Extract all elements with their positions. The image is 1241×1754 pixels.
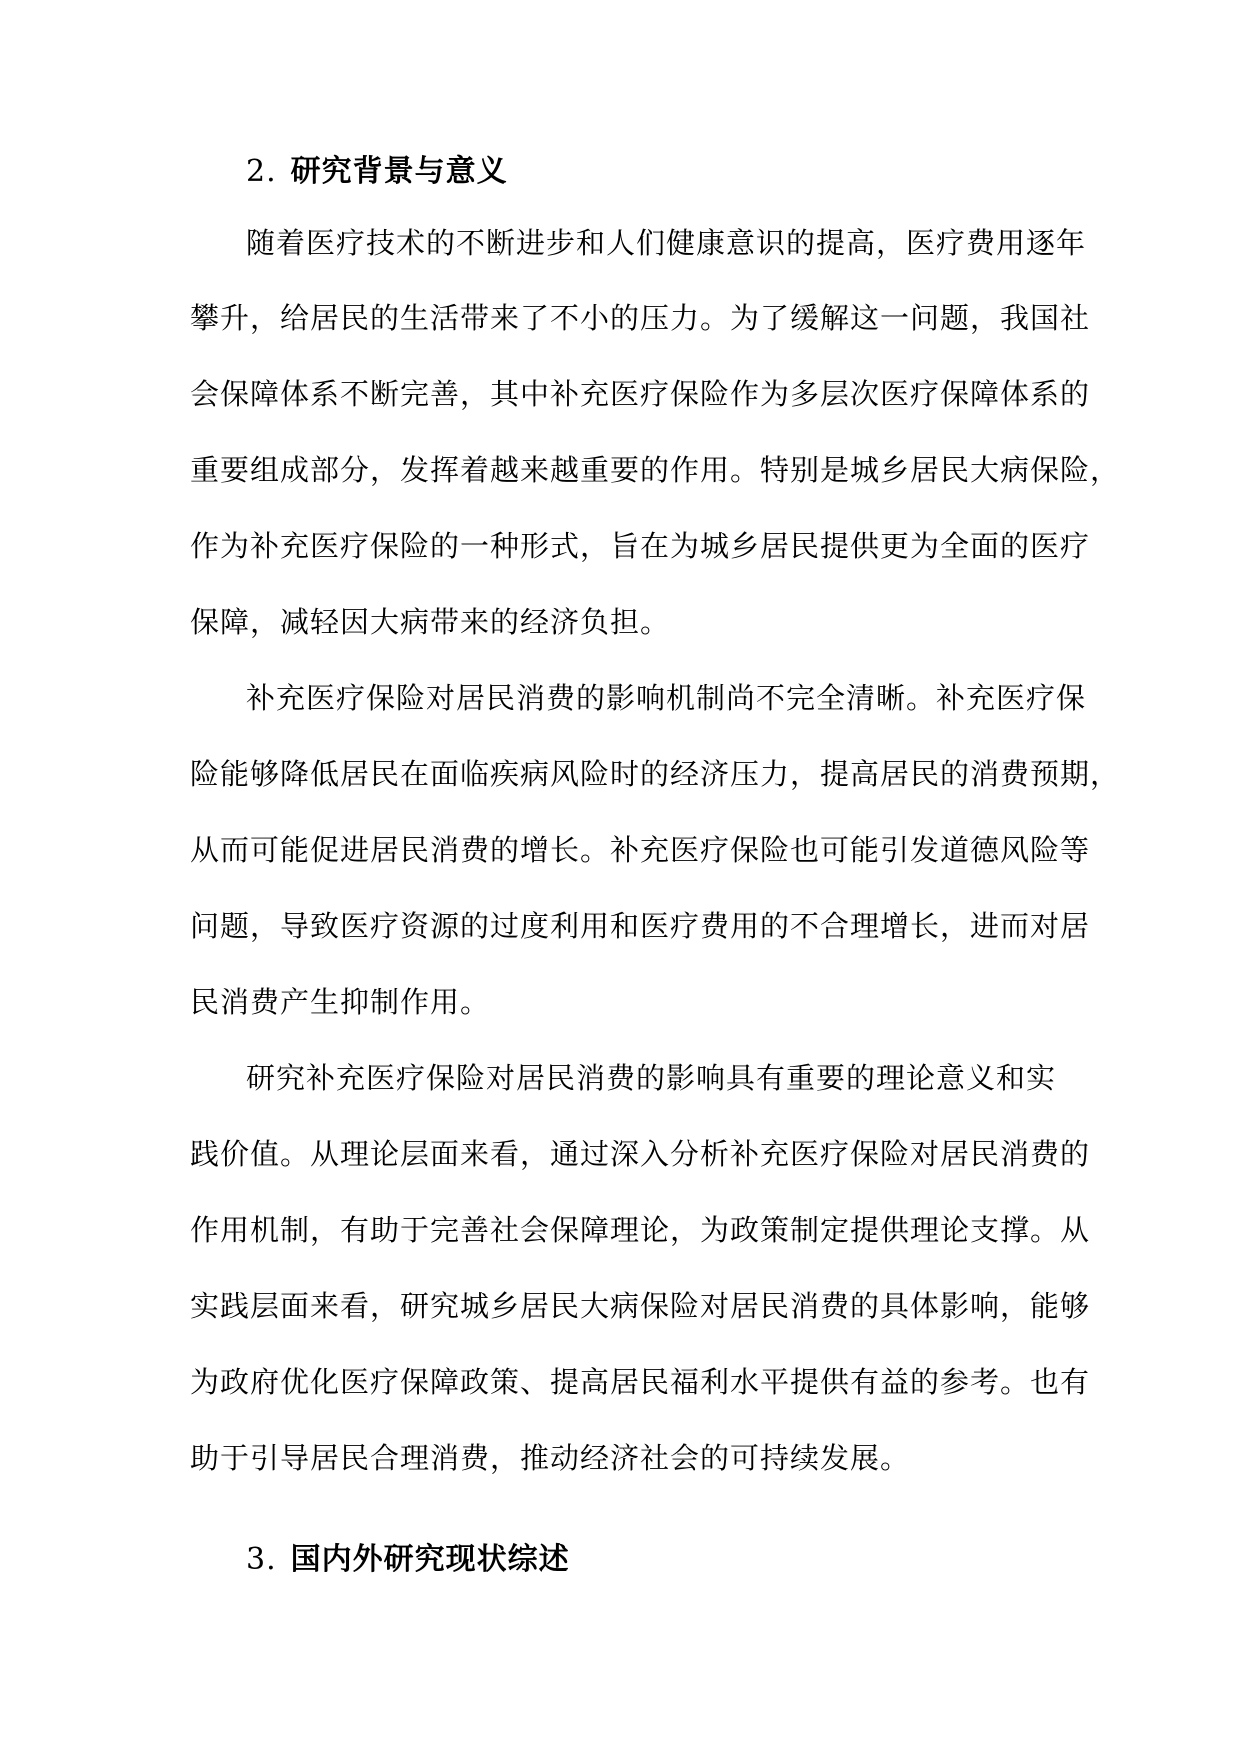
paragraph-line: 险能够降低居民在面临疾病风险时的经济压力，提高居民的消费预期， [190,757,1121,791]
paragraph-line: 研究补充医疗保险对居民消费的影响具有重要的理论意义和实 [246,1061,1057,1095]
paragraph-line: 作为补充医疗保险的一种形式，旨在为城乡居民提供更为全面的医疗 [190,529,1091,563]
paragraph-line: 从而可能促进居民消费的增长。补充医疗保险也可能引发道德风险等 [190,833,1091,867]
paragraph-line: 实践层面来看，研究城乡居民大病保险对居民消费的具体影响，能够 [190,1289,1091,1323]
section-heading-2 [246,152,508,192]
paragraph-line: 攀升，给居民的生活带来了不小的压力。为了缓解这一问题，我国社 [190,301,1091,335]
section-title: 国内外研究现状综述 [290,1542,570,1577]
section-heading-3 [246,1540,570,1580]
paragraph-line: 会保障体系不断完善，其中补充医疗保险作为多层次医疗保障体系的 [190,377,1091,411]
paragraph-line: 问题，导致医疗资源的过度利用和医疗费用的不合理增长，进而对居 [190,909,1091,943]
paragraph-line: 补充医疗保险对居民消费的影响机制尚不完全清晰。补充医疗保 [246,681,1087,715]
paragraph-line: 助于引导居民合理消费，推动经济社会的可持续发展。 [190,1441,911,1475]
paragraph-line: 重要组成部分，发挥着越来越重要的作用。特别是城乡居民大病保险， [190,453,1121,487]
paragraph-line: 随着医疗技术的不断进步和人们健康意识的提高，医疗费用逐年 [246,226,1087,260]
section-number: 2. [246,154,277,189]
paragraph-line: 为政府优化医疗保障政策、提高居民福利水平提供有益的参考。也有 [190,1365,1091,1399]
section-number: 3. [246,1542,277,1577]
paragraph-line: 践价值。从理论层面来看，通过深入分析补充医疗保险对居民消费的 [190,1137,1091,1171]
paragraph-line: 保障，减轻因大病带来的经济负担。 [190,605,671,639]
paragraph-line: 作用机制，有助于完善社会保障理论，为政策制定提供理论支撑。从 [190,1213,1091,1247]
paragraph-line: 民消费产生抑制作用。 [190,985,491,1019]
section-title: 研究背景与意义 [290,154,508,189]
